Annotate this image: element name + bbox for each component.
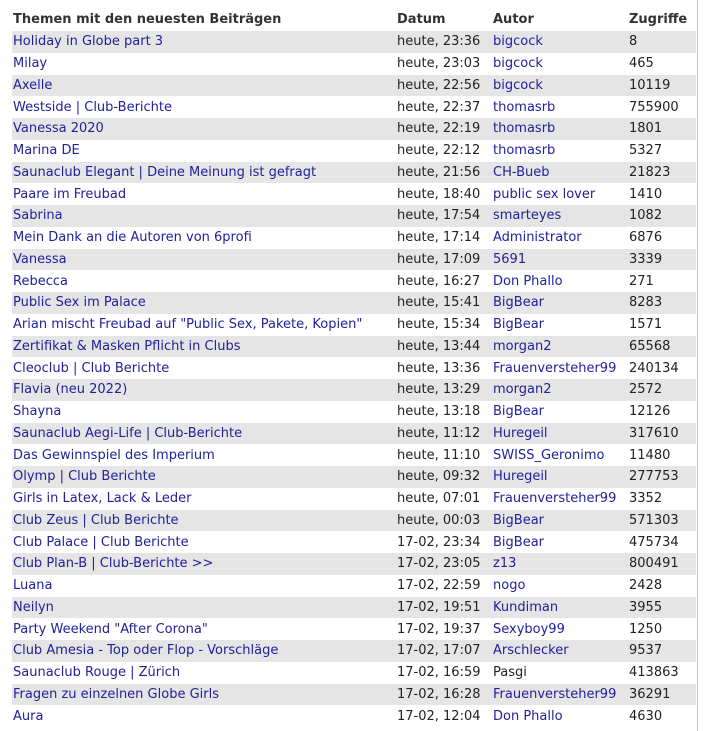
author-link[interactable]: SWISS_Geronimo — [493, 447, 605, 463]
latest-topics-table — [12, 8, 696, 727]
table-row — [12, 292, 696, 314]
table-row — [12, 553, 696, 575]
views-cell — [628, 597, 696, 619]
date-text: 17-02, 23:34 — [397, 534, 481, 550]
date-cell — [396, 705, 492, 727]
author-link[interactable]: Sexyboy99 — [493, 621, 565, 637]
table-row — [12, 444, 696, 466]
date-cell — [396, 575, 492, 597]
header-topic: Themen mit den neuesten Beiträgen — [13, 12, 282, 27]
table-row — [12, 205, 696, 227]
date-cell — [396, 553, 492, 575]
views-text: 65568 — [629, 338, 671, 354]
date-text: heute, 15:34 — [397, 317, 481, 333]
views-text: 9537 — [629, 643, 663, 659]
author-cell — [492, 705, 628, 727]
views-cell — [628, 336, 696, 358]
views-cell — [628, 96, 696, 118]
topic-cell — [12, 531, 396, 553]
date-text: heute, 23:36 — [397, 34, 481, 50]
topic-cell — [12, 183, 396, 205]
topic-cell — [12, 597, 396, 619]
topic-cell — [12, 618, 396, 640]
date-text: heute, 07:01 — [397, 491, 481, 507]
date-text: heute, 13:44 — [397, 338, 481, 354]
date-text: 17-02, 19:51 — [397, 599, 481, 615]
header-author: Autor — [493, 12, 534, 27]
date-cell — [396, 205, 492, 227]
views-cell — [628, 162, 696, 184]
views-cell — [628, 423, 696, 445]
views-text: 2572 — [629, 382, 663, 398]
views-text: 1410 — [629, 186, 663, 202]
topic-link[interactable]: Arian mischt Freubad auf "Public Sex, Pakete, Kopien" — [13, 317, 363, 333]
topic-cell — [12, 379, 396, 401]
views-text: 413863 — [629, 665, 679, 681]
author-link[interactable]: BigBear — [493, 317, 545, 333]
date-text: heute, 22:56 — [397, 77, 481, 93]
views-text: 277753 — [629, 469, 679, 485]
author-cell — [492, 466, 628, 488]
views-cell — [628, 662, 696, 684]
topic-cell — [12, 205, 396, 227]
table-row — [12, 597, 696, 619]
date-text: heute, 09:32 — [397, 469, 481, 485]
author-cell — [492, 401, 628, 423]
author-cell — [492, 205, 628, 227]
views-cell — [628, 379, 696, 401]
date-cell — [396, 162, 492, 184]
topic-link[interactable]: Zertifikat & Masken Pflicht in Clubs — [13, 338, 241, 354]
topic-link[interactable]: Girls in Latex, Lack & Leder — [13, 491, 192, 507]
author-link[interactable]: Administrator — [493, 230, 582, 246]
date-text: heute, 11:10 — [397, 447, 481, 463]
date-cell — [396, 292, 492, 314]
topic-link[interactable]: Marina DE — [13, 143, 80, 159]
author-cell — [492, 183, 628, 205]
author-cell — [492, 118, 628, 140]
date-text: heute, 17:14 — [397, 230, 481, 246]
views-text: 8283 — [629, 295, 663, 311]
topic-link[interactable]: Holiday in Globe part 3 — [13, 34, 164, 50]
views-cell — [628, 314, 696, 336]
author-cell — [492, 336, 628, 358]
date-text: heute, 13:36 — [397, 360, 481, 376]
views-cell — [628, 118, 696, 140]
author-link[interactable]: BigBear — [493, 512, 545, 528]
table-row — [12, 227, 696, 249]
date-text: heute, 13:29 — [397, 382, 481, 398]
author-link[interactable]: thomasrb — [493, 121, 556, 137]
topic-link[interactable]: Paare im Freubad — [13, 186, 127, 202]
date-text: 17-02, 12:04 — [397, 708, 481, 724]
views-cell — [628, 227, 696, 249]
date-text: 17-02, 23:05 — [397, 556, 481, 572]
views-text: 1250 — [629, 621, 663, 637]
date-cell — [396, 531, 492, 553]
author-cell — [492, 531, 628, 553]
topic-cell — [12, 227, 396, 249]
views-text: 475734 — [629, 534, 679, 550]
topic-cell — [12, 466, 396, 488]
topic-cell — [12, 423, 396, 445]
views-cell — [628, 357, 696, 379]
topic-cell — [12, 488, 396, 510]
table-row — [12, 249, 696, 271]
date-cell — [396, 684, 492, 706]
date-text: heute, 00:03 — [397, 512, 481, 528]
author-cell — [492, 31, 628, 53]
author-link[interactable]: morgan2 — [493, 338, 552, 354]
views-text: 317610 — [629, 425, 679, 441]
views-cell — [628, 531, 696, 553]
table-row — [12, 118, 696, 140]
views-text: 36291 — [629, 686, 671, 702]
author-cell — [492, 575, 628, 597]
date-cell — [396, 379, 492, 401]
date-cell — [396, 618, 492, 640]
views-text: 1571 — [629, 317, 663, 333]
table-row — [12, 336, 696, 358]
date-cell — [396, 466, 492, 488]
views-text: 5327 — [629, 143, 663, 159]
date-cell — [396, 597, 492, 619]
author-link[interactable]: Arschlecker — [493, 643, 569, 659]
topic-link[interactable]: Vanessa — [13, 251, 67, 267]
table-row — [12, 162, 696, 184]
author-link[interactable]: bigcock — [493, 34, 543, 50]
views-cell — [628, 140, 696, 162]
topic-cell — [12, 140, 396, 162]
author-cell — [492, 640, 628, 662]
table-row — [12, 488, 696, 510]
topic-link[interactable]: Westside | Club-Berichte — [13, 99, 173, 115]
author-link[interactable]: Huregeil — [493, 425, 548, 441]
topic-cell — [12, 292, 396, 314]
table-row — [12, 662, 696, 684]
topic-cell — [12, 270, 396, 292]
author-link[interactable]: BigBear — [493, 534, 545, 550]
table-row — [12, 314, 696, 336]
views-cell — [628, 553, 696, 575]
author-link[interactable]: Frauenversteher99 — [493, 360, 617, 376]
author-link[interactable]: bigcock — [493, 56, 543, 72]
topic-link[interactable]: Fragen zu einzelnen Globe Girls — [13, 686, 219, 702]
topic-cell — [12, 249, 396, 271]
date-cell — [396, 401, 492, 423]
author-cell — [492, 162, 628, 184]
topic-cell — [12, 575, 396, 597]
author-cell — [492, 684, 628, 706]
table-row — [12, 96, 696, 118]
author-link[interactable]: BigBear — [493, 295, 545, 311]
author-link[interactable]: 5691 — [493, 251, 527, 267]
date-text: 17-02, 17:07 — [397, 643, 481, 659]
author-link[interactable]: z13 — [493, 556, 517, 572]
date-text: heute, 21:56 — [397, 164, 481, 180]
date-cell — [396, 314, 492, 336]
topic-cell — [12, 336, 396, 358]
date-cell — [396, 31, 492, 53]
table-row — [12, 575, 696, 597]
views-text: 21823 — [629, 164, 671, 180]
header-views: Zugriffe — [629, 12, 688, 27]
topic-cell — [12, 357, 396, 379]
views-text: 8 — [629, 34, 638, 50]
views-cell — [628, 292, 696, 314]
author-cell — [492, 96, 628, 118]
date-text: heute, 22:12 — [397, 143, 481, 159]
topic-link[interactable]: Public Sex im Palace — [13, 295, 146, 311]
date-text: 17-02, 19:37 — [397, 621, 481, 637]
table-row — [12, 510, 696, 532]
views-cell — [628, 31, 696, 53]
views-text: 3955 — [629, 599, 663, 615]
header-date: Datum — [397, 12, 446, 27]
author-link[interactable]: thomasrb — [493, 99, 556, 115]
date-cell — [396, 488, 492, 510]
author-link[interactable]: bigcock — [493, 77, 543, 93]
date-text: 17-02, 22:59 — [397, 578, 481, 594]
topic-cell — [12, 684, 396, 706]
date-text: 17-02, 16:59 — [397, 665, 481, 681]
topic-link[interactable]: Milay — [13, 56, 48, 72]
topic-link[interactable]: Saunaclub Rouge | Zürich — [13, 665, 181, 681]
table-row — [12, 618, 696, 640]
views-text: 2428 — [629, 578, 663, 594]
topic-cell — [12, 118, 396, 140]
views-text: 271 — [629, 273, 654, 289]
views-cell — [628, 270, 696, 292]
table-row — [12, 31, 696, 53]
author-text: Pasgi — [493, 665, 527, 681]
views-cell — [628, 249, 696, 271]
topic-link[interactable]: Axelle — [13, 77, 53, 93]
date-text: heute, 22:19 — [397, 121, 481, 137]
date-cell — [396, 640, 492, 662]
table-row — [12, 684, 696, 706]
date-cell — [396, 510, 492, 532]
topic-link[interactable]: Club Plan-B | Club-Berichte >> — [13, 556, 214, 572]
table-row — [12, 270, 696, 292]
date-cell — [396, 249, 492, 271]
views-text: 4630 — [629, 708, 663, 724]
table-row — [12, 75, 696, 97]
views-cell — [628, 183, 696, 205]
topic-cell — [12, 31, 396, 53]
table-row — [12, 640, 696, 662]
views-cell — [628, 488, 696, 510]
date-cell — [396, 183, 492, 205]
topic-cell — [12, 53, 396, 75]
topic-cell — [12, 96, 396, 118]
date-cell — [396, 227, 492, 249]
date-text: 17-02, 16:28 — [397, 686, 481, 702]
topic-link[interactable]: Club Amesia - Top oder Flop - Vorschläge — [13, 643, 279, 659]
topic-link[interactable]: Club Palace | Club Berichte — [13, 534, 189, 550]
author-cell — [492, 270, 628, 292]
topic-link[interactable]: Vanessa 2020 — [13, 121, 104, 137]
topic-link[interactable]: Party Weekend "After Corona" — [13, 621, 208, 637]
topic-link[interactable]: Neilyn — [13, 599, 54, 615]
table-row — [12, 705, 696, 727]
author-cell — [492, 488, 628, 510]
author-link[interactable]: public sex lover — [493, 186, 596, 202]
table-row — [12, 357, 696, 379]
author-cell — [492, 423, 628, 445]
author-cell — [492, 553, 628, 575]
topic-cell — [12, 640, 396, 662]
author-link[interactable]: Huregeil — [493, 469, 548, 485]
views-cell — [628, 401, 696, 423]
date-cell — [396, 118, 492, 140]
date-cell — [396, 423, 492, 445]
author-link[interactable]: CH-Bueb — [493, 164, 550, 180]
author-cell — [492, 618, 628, 640]
date-cell — [396, 270, 492, 292]
topic-link[interactable]: Rebecca — [13, 273, 68, 289]
author-cell — [492, 444, 628, 466]
date-cell — [396, 662, 492, 684]
date-text: heute, 16:27 — [397, 273, 481, 289]
table-header — [12, 8, 696, 31]
topic-link[interactable]: Olymp | Club Berichte — [13, 469, 156, 485]
author-link[interactable]: Frauenversteher99 — [493, 686, 617, 702]
author-cell — [492, 597, 628, 619]
date-text: heute, 13:18 — [397, 404, 481, 420]
table-row — [12, 401, 696, 423]
author-cell — [492, 662, 628, 684]
date-text: heute, 17:54 — [397, 208, 481, 224]
views-text: 11480 — [629, 447, 671, 463]
views-cell — [628, 75, 696, 97]
topic-cell — [12, 662, 396, 684]
date-text: heute, 18:40 — [397, 186, 481, 202]
views-text: 1082 — [629, 208, 663, 224]
date-cell — [396, 444, 492, 466]
author-link[interactable]: morgan2 — [493, 382, 552, 398]
topic-link[interactable]: Club Zeus | Club Berichte — [13, 512, 179, 528]
views-cell — [628, 618, 696, 640]
date-cell — [396, 75, 492, 97]
author-link[interactable]: BigBear — [493, 404, 545, 420]
author-cell — [492, 249, 628, 271]
topic-link[interactable]: Mein Dank an die Autoren von 6profi — [13, 230, 252, 246]
views-cell — [628, 444, 696, 466]
topic-link[interactable]: Saunaclub Aegi-Life | Club-Berichte — [13, 425, 243, 441]
author-cell — [492, 357, 628, 379]
views-text: 10119 — [629, 77, 671, 93]
date-cell — [396, 357, 492, 379]
topic-link[interactable]: Sabrina — [13, 208, 63, 224]
author-cell — [492, 75, 628, 97]
views-cell — [628, 705, 696, 727]
date-cell — [396, 53, 492, 75]
topic-link[interactable]: Cleoclub | Club Berichte — [13, 360, 170, 376]
topic-link[interactable]: Aura — [13, 708, 44, 724]
author-cell — [492, 292, 628, 314]
views-text: 1801 — [629, 121, 663, 137]
author-link[interactable]: Kundiman — [493, 599, 559, 615]
views-text: 3339 — [629, 251, 663, 267]
views-text: 800491 — [629, 556, 679, 572]
views-text: 240134 — [629, 360, 679, 376]
topic-link[interactable]: Luana — [13, 578, 53, 594]
table-row — [12, 140, 696, 162]
author-cell — [492, 510, 628, 532]
author-link[interactable]: Don Phallo — [493, 708, 563, 724]
topic-cell — [12, 705, 396, 727]
views-text: 465 — [629, 56, 654, 72]
author-link[interactable]: nogo — [493, 578, 526, 594]
views-text: 755900 — [629, 99, 679, 115]
date-text: heute, 23:03 — [397, 56, 481, 72]
views-cell — [628, 575, 696, 597]
topic-cell — [12, 510, 396, 532]
views-cell — [628, 640, 696, 662]
views-text: 3352 — [629, 491, 663, 507]
views-cell — [628, 53, 696, 75]
author-cell — [492, 53, 628, 75]
date-text: heute, 17:09 — [397, 251, 481, 267]
topic-link[interactable]: Saunaclub Elegant | Deine Meinung ist gefragt — [13, 164, 317, 180]
views-text: 12126 — [629, 404, 671, 420]
date-text: heute, 22:37 — [397, 99, 481, 115]
date-cell — [396, 96, 492, 118]
topic-link[interactable]: Shayna — [13, 404, 62, 420]
topic-cell — [12, 444, 396, 466]
topic-cell — [12, 314, 396, 336]
topic-link[interactable]: Das Gewinnspiel des Imperium — [13, 447, 215, 463]
author-cell — [492, 227, 628, 249]
topic-cell — [12, 401, 396, 423]
date-text: heute, 11:12 — [397, 425, 481, 441]
views-text: 571303 — [629, 512, 679, 528]
topic-cell — [12, 75, 396, 97]
author-link[interactable]: Don Phallo — [493, 273, 563, 289]
date-text: heute, 15:41 — [397, 295, 481, 311]
views-text: 6876 — [629, 230, 663, 246]
author-link[interactable]: thomasrb — [493, 143, 556, 159]
author-link[interactable]: smarteyes — [493, 208, 562, 224]
table-row — [12, 466, 696, 488]
author-cell — [492, 379, 628, 401]
topic-link[interactable]: Flavia (neu 2022) — [13, 382, 128, 398]
table-row — [12, 531, 696, 553]
views-cell — [628, 466, 696, 488]
table-row — [12, 183, 696, 205]
views-cell — [628, 684, 696, 706]
table-row — [12, 379, 696, 401]
table-row — [12, 53, 696, 75]
topic-cell — [12, 162, 396, 184]
date-cell — [396, 336, 492, 358]
date-cell — [396, 140, 492, 162]
author-cell — [492, 140, 628, 162]
views-cell — [628, 205, 696, 227]
table-row — [12, 423, 696, 445]
author-link[interactable]: Frauenversteher99 — [493, 491, 617, 507]
topic-cell — [12, 553, 396, 575]
author-cell — [492, 314, 628, 336]
views-cell — [628, 510, 696, 532]
